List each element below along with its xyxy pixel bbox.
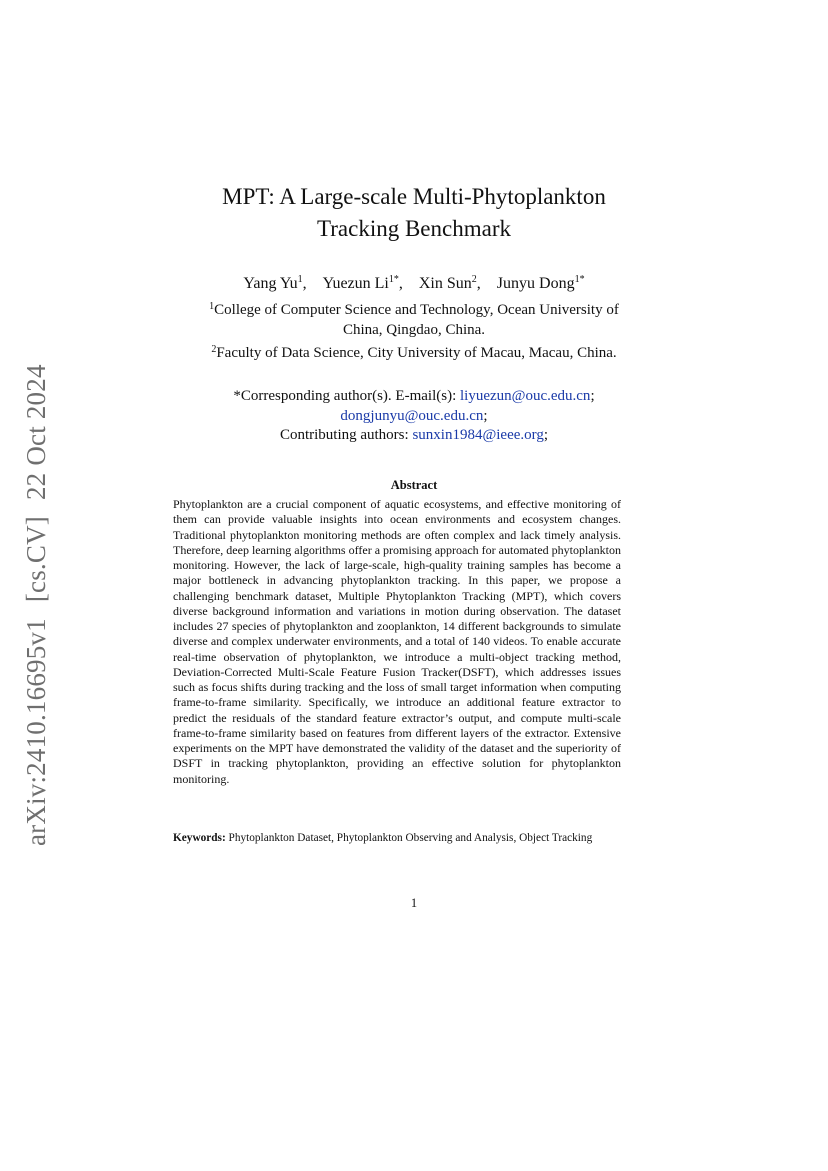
affiliation-1-cont: China, Qingdao, China. xyxy=(342,322,486,338)
abstract-text: Phytoplankton are a crucial component of aquatic ecosystems, and effective monitoring of them can provide valuable insights into ocean environments and ecosystem changes. Traditional phytoplankton monitoring methods are often complex and lack timely analysis. Therefore, deep learning algorithms offer a promising approach for automated phytoplankton monitoring. However, the lack of large-scale, high-quality training samples has become a major bottleneck in advancing phytoplankton tracking. In this paper, we propose a challenging benchmark dataset, Multiple Phytoplankton Tracking (MPT), which covers diverse background information and variations in motion during observation. The dataset includes 27 species of phytoplankton and zooplankton, 14 different backgrounds to simulate diverse and complex underwater environments, and a total of 140 videos. To enable accurate real-time observation of phytoplankton, we introduce a multi-object tracking method, Deviation-Corrected Multi-Scale Feature Fusion Tracker(DSFT), which addresses issues such as focus shifts during tracking and the loss of small target information when computing frame-to-frame similarity. Specifically, we introduce an additional feature extractor to predict the residuals of the standard feature extractor’s output, and compute multi-scale frame-to-frame similarity based on features from different layers of the extractor. Extensive experiments on the MPT have demonstrated the validity of the dataset and the superiority of DSFT in tracking phytoplankton, providing an effective solution for phytoplankton monitoring. xyxy=(173,497,621,786)
contributing-label: Contributing authors: xyxy=(279,427,409,443)
title-line-2: Tracking Benchmark xyxy=(317,216,511,241)
author: Junyu Dong$^{1*}$ xyxy=(496,274,585,292)
email-link[interactable]: liyuezun@ouc.edu.cn xyxy=(460,388,591,404)
arxiv-category: [cs.CV] xyxy=(21,516,51,603)
page-number: 1 xyxy=(410,896,418,910)
author: Yang Yu$^1$, xyxy=(243,274,307,292)
email-link[interactable]: sunxin1984@ieee.org xyxy=(412,427,544,443)
abstract-heading: Abstract xyxy=(390,478,438,492)
affiliations xyxy=(0,297,828,363)
email-link[interactable]: dongjunyu@ouc.edu.cn xyxy=(340,407,484,424)
keywords-label: Keywords: xyxy=(173,832,226,844)
author: Xin Sun$^2$, xyxy=(418,274,481,292)
arxiv-date: 22 Oct 2024 xyxy=(21,364,51,501)
title-line-1: MPT: A Large-scale Multi-Phytoplankton xyxy=(222,184,606,209)
arxiv-id: arXiv:2410.16695v1 xyxy=(21,618,51,846)
author: Yuezun $Li^{1*}$, xyxy=(322,274,403,292)
corresponding-authors: *Corresponding author(s). E-mail(s): liyuezun@ouc.edu.cn; dongjunyu@ouc.edu.cn; Contributing authors: sunxin1984@ieee.org; xyxy=(233,388,595,443)
corresponding-label: *Corresponding author(s). E-mail(s): xyxy=(233,388,457,404)
affiliation-2: $^2$Faculty of Data Science, City University of Macau, Macau, China. xyxy=(211,344,617,361)
author-list xyxy=(0,268,828,296)
keywords xyxy=(173,831,621,845)
keywords-text: Phytoplankton Dataset, Phytoplankton Observing and Analysis, Object Tracking xyxy=(228,832,593,844)
affiliation-1: $^1$College of Computer Science and Technology, Ocean University of xyxy=(209,301,619,318)
paper-title xyxy=(0,181,828,245)
